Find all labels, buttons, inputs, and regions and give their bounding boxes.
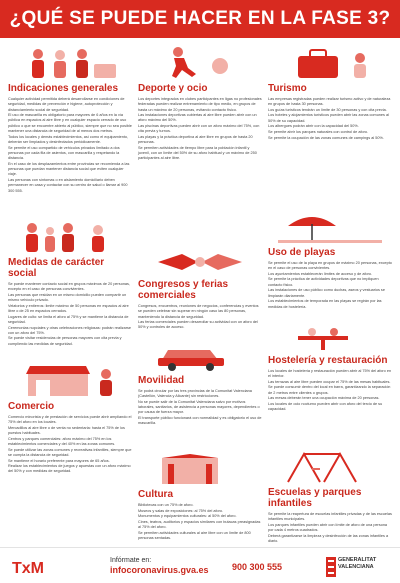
section-body xyxy=(138,97,262,162)
section-title: Cultura xyxy=(138,489,173,500)
indicaciones-illustration xyxy=(8,44,132,80)
phone-number[interactable]: 900 300 555 xyxy=(232,562,283,572)
paragraph: El transporte público funcionará con normalidad y es obligatorio el uso de mascarilla. xyxy=(138,416,262,426)
paragraph: Lugares de culto: se limita el aforo al 75% y se mantiene la distancia de seguridad. xyxy=(8,314,129,324)
medidas-illustration xyxy=(8,218,132,254)
generalitat-name xyxy=(338,557,376,571)
playground-icon xyxy=(268,448,392,484)
paragraph: Se permite el uso de la playa en grupos de máximo 20 personas, excepto en el caso de personas convivientes. xyxy=(268,261,392,271)
txm-logo-text: TxM xyxy=(12,560,44,577)
paragraph: Se puede mantener contacto social en grupos máximos de 20 personas, excepto en el caso de personas convivientes. xyxy=(8,282,130,292)
paragraph: Realizar los establecimientos de juegos y apuestas con un aforo máximo del 50% y con medidas de seguridad. xyxy=(8,464,131,474)
paragraph: Las ferias comerciales pueden desarrollar su actividad con un aforo del 50% y controles de acceso. xyxy=(138,320,258,330)
paragraph: Los hoteles y alojamientos turísticos pueden abrir las zonas comunes al 50% de su capacidad. xyxy=(268,113,389,123)
paragraph: El uso de mascarilla es obligatorio para mayores de 6 años en la vía pública en espacios al aire libre y en cualquier espacio cerrado de uso público o que se encuentre abierto al público, siempre que no sea posible mantener una distancia de seguridad de al menos dos metros. xyxy=(8,113,132,134)
section-title: Indicaciones generales xyxy=(8,83,119,94)
suitcase-icon xyxy=(268,44,392,80)
txm-logo xyxy=(10,556,62,578)
paragraph: Las instalaciones de uso público como duchas, aseos y vestuarios se limpiarán diariamente. xyxy=(268,288,385,298)
section-title: Medidas de carácter social xyxy=(8,257,105,279)
comercio-illustration xyxy=(8,362,132,398)
section-medidas-social xyxy=(8,218,132,347)
page-title: ¿QUÉ SE PUEDE HACER EN LA FASE 3? xyxy=(9,8,391,29)
handshake-icon xyxy=(138,240,262,276)
paragraph: Los guías turísticos tendrán un límite de 30 personas y con cita previa. xyxy=(268,107,387,112)
movilidad-illustration xyxy=(138,336,262,372)
section-title: Comercio xyxy=(8,401,55,412)
paragraph: No se puede salir de la Comunitat Valenciana salvo por motivos laborales, sanitarios, de asistencia a personas mayores, dependientes o por causa de fuerza mayor. xyxy=(138,399,260,415)
paragraph: Monumentos y equipamientos culturales: al 50% del aforo. xyxy=(138,514,237,519)
paragraph: Cualquier actividad permitida deberá desarrollarse en condiciones de seguridad, medidas de prevención e higiene, autoprotección y distanciamiento social de seguridad. xyxy=(8,97,125,112)
deporte-illustration xyxy=(138,44,262,80)
section-title: Escuelas y parques infantiles xyxy=(268,487,362,509)
beach-umbrella-icon xyxy=(268,208,392,244)
paragraph: Se permiten actividades culturales al aire libre con un límite de 800 personas sentadas. xyxy=(138,530,251,540)
section-title: Congresos y ferias comerciales xyxy=(138,279,229,301)
paragraph: Las piscinas deportivas pueden abrir con un aforo máximo del 75%, con cita previa y turnos. xyxy=(138,124,260,134)
generalitat-line-1: GENERALITAT xyxy=(338,557,377,563)
paragraph: Los parques infantiles pueden abrir con límite de aforo de una persona por cada 4 metros cuadrados. xyxy=(268,522,388,533)
shop-icon xyxy=(8,362,132,398)
paragraph: Todos los locales y demás establecimientos, así como el equipamiento, deberán ser limpiados y desinfectados periódicamente. xyxy=(8,134,129,144)
paragraph: Se permite la ocupación de las zonas comunes de campings al 50%. xyxy=(268,135,384,140)
turismo-illustration xyxy=(268,44,392,80)
page-header xyxy=(0,0,400,38)
escuelas-illustration xyxy=(268,448,392,484)
paragraph: Se puede consumir dentro del local en barra, garantizando la separación de 2 metros entre clientes o grupos. xyxy=(268,385,391,395)
car-icon xyxy=(138,336,262,372)
paragraph: Ceremonias nupciales y otras celebraciones religiosas: podrán realizarse con un aforo del 75%. xyxy=(8,325,132,335)
info-block xyxy=(110,556,230,578)
generalitat-emblem-icon xyxy=(326,557,336,577)
congresos-illustration xyxy=(138,240,262,276)
generalitat-logo xyxy=(326,554,396,580)
paragraph: Las empresas registradas pueden realizar turismo activo y de naturaleza en grupos de hasta 30 personas. xyxy=(268,97,391,107)
paragraph: Se mantiene el horario preferente para mayores de 65 años. xyxy=(8,458,110,463)
theatre-icon xyxy=(138,450,262,486)
restaurant-table-icon xyxy=(268,316,392,352)
paragraph: Los deportes integrados en clubes participantes en ligas no profesionales federadas pueden realizar entrenamiento de tipo medio, en grupos de hasta un máximo de 20 personas, evitando contacto físico. xyxy=(138,97,262,112)
cultura-illustration xyxy=(138,450,262,486)
section-title: Uso de playas xyxy=(268,247,336,258)
paragraph: Velatorios y entierros: limite máximo de 50 personas en espacios al aire libre o de 25 en espacios cerrados. xyxy=(8,303,129,314)
section-title: Turismo xyxy=(268,83,307,94)
paragraph: Los locales de hostelería y restauración pueden abrir al 75% del aforo en el interior. xyxy=(268,369,392,379)
paragraph: Museos y salas de exposiciones: al 75% del aforo. xyxy=(138,508,224,513)
paragraph: Se permite abrir los parques naturales con control de aforo. xyxy=(268,129,369,134)
paragraph: Las terrazas al aire libre pueden ocupar el 75% de las mesas habituales. xyxy=(268,379,391,384)
paragraph: Las mesas deberán tener una ocupación máxima de 20 personas. xyxy=(268,396,380,401)
paragraph: Comercio minorista y de prestación de servicios puede abrir ampliando el 75% del aforo en los locales. xyxy=(8,415,132,425)
section-hosteleria xyxy=(268,316,392,413)
section-cultura xyxy=(138,450,262,542)
section-indicaciones-generales xyxy=(8,44,132,194)
paragraph: Las instalaciones deportivas cubiertas al aire libre pueden abrir con un aforo máximo del 50%. xyxy=(138,113,257,123)
paragraph: Se permite la práctica de actividades deportivas que no impliquen contacto físico. xyxy=(268,277,379,287)
paragraph: Se puede utilizar las zonas comunes y recreativas infantiles, siempre que se cumpla la distancia de seguridad. xyxy=(8,447,132,457)
section-body xyxy=(268,512,392,544)
paragraph: Se permite el uso compartido de vehículos privados limitado a dos personas por cada fila de asientos, con mascarilla y respetando la distancia. xyxy=(8,145,120,161)
generalitat-line-2: VALENCIANA xyxy=(338,564,374,570)
section-body xyxy=(8,97,132,194)
family-icon xyxy=(8,218,132,254)
paragraph: En el caso de los desplazamientos entre provincias se recomienda a las personas que puedan mantener distancia social que eviten cualquier viaje. xyxy=(8,161,130,177)
section-body xyxy=(268,97,392,141)
section-congresos xyxy=(138,240,262,331)
section-body xyxy=(138,304,262,331)
section-body xyxy=(8,415,132,475)
phone-block xyxy=(232,556,312,578)
paragraph: Deberá garantizarse la limpieza y desinfección de las zonas infantiles a diario. xyxy=(268,533,389,544)
playas-illustration xyxy=(268,208,392,244)
section-body xyxy=(268,261,392,310)
section-playas xyxy=(268,208,392,310)
paragraph: Los ayuntamientos establecerán límites de acceso y de aforo. xyxy=(268,271,373,276)
section-body xyxy=(138,389,262,427)
paragraph: Se permiten actividades de tiempo libre para la población infantil y juvenil, con un límite del 50% de su aforo habitual y un máximo de 250 participantes al aire libre. xyxy=(138,145,257,161)
paragraph: Congresos, encuentros, reuniones de negocios, conferencias y eventos se pueden celebrar sin superar en ningún caso las 80 personas, manteniendo la distancia de seguridad. xyxy=(138,304,259,319)
paragraph: Los establecimientos de temporada en las playas se regirán por las medidas de hostelería. xyxy=(268,299,382,309)
section-title: Movilidad xyxy=(138,375,185,386)
paragraph: Las personas que residan en un mismo domicilio pueden compartir un mismo vehículo privado. xyxy=(8,292,127,303)
running-person-icon xyxy=(138,44,262,80)
paragraph: Cines, teatros, auditorios y espacios similares con butacas preasignadas al 75% del aforo. xyxy=(138,519,261,530)
section-comercio xyxy=(8,362,132,475)
paragraph: Se podrá circular por las tres provincias de la Comunitat Valenciana (Castellón, Valencia y Alicante) sin restricciones. xyxy=(138,389,252,399)
section-title: Deporte y ocio xyxy=(138,83,208,94)
info-url-link[interactable]: infocoronavirus.gva.es xyxy=(110,565,209,575)
paragraph: Bibliotecas con un 75% de aforo. xyxy=(138,503,194,507)
section-turismo xyxy=(268,44,392,141)
paragraph: Se puede visitar residencias de personas mayores con cita previa y cumpliendo las medidas de seguridad. xyxy=(8,336,122,346)
paragraph: Se permite la reapertura de escuelas infantiles privadas y de las escuelas infantiles municipales. xyxy=(268,512,392,522)
paragraph: Los albergues podrán abrir con la capacidad del 50%. xyxy=(268,124,359,129)
section-title: Hostelería y restauración xyxy=(268,355,388,366)
info-label: Infórmate en: xyxy=(110,557,152,564)
section-deporte-ocio xyxy=(138,44,262,162)
section-movilidad xyxy=(138,336,262,427)
page-footer xyxy=(0,547,400,583)
paragraph: Las playas y la práctica deportiva al aire libre en grupos de hasta 20 personas. xyxy=(138,134,253,145)
paragraph: Los locales de ocio nocturno pueden abrir con aforo del tercio de su capacidad. xyxy=(268,401,383,412)
section-escuelas xyxy=(268,448,392,545)
section-body xyxy=(268,369,392,413)
people-group-icon xyxy=(8,44,132,80)
section-body xyxy=(8,282,132,347)
paragraph: Las personas con síntomas o en aislamiento domiciliario deben permanecer en casa y contactar con su centro de salud o llamar al 900 300 555. xyxy=(8,177,128,193)
paragraph: Mercadillos al aire libre o de venta no sedentaria: hasta el 75% de los puestos habituales. xyxy=(8,425,125,436)
section-body xyxy=(138,503,262,541)
paragraph: Centros y parques comerciales: aforo máximo del 75% en los establecimientos comerciales y del 40% en las zonas comunes. xyxy=(8,436,116,447)
hosteleria-illustration xyxy=(268,316,392,352)
